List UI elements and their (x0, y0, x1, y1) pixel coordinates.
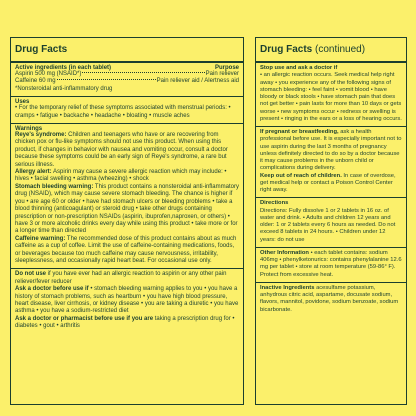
askdoc-text: • stomach bleeding warning applies to you • you have a history of stomach problems, such as heartburn • you have high blood pressure, heart disease, liver cirrhosis, or kidney disease • you are taking a diuretic • you have asthma • you have a sodium-restricted diet (15, 286, 239, 315)
askpharm-text: taking a prescription drug for • diabetes • gout • arthritis (15, 315, 235, 330)
ingredient-purpose: Pain reliever (205, 71, 239, 77)
uses-section (15, 97, 239, 123)
stop-heading: Stop use and ask a doctor if (260, 65, 338, 71)
allergy-text: Aspirin may cause a severe allergic reaction which may include: • hives • facial swelling • asthma (wheezing) • shock (15, 169, 227, 183)
inactive-ingredients-section (260, 283, 402, 317)
drug-facts-panel-left (10, 37, 244, 405)
askpharm-heading: Ask a doctor or pharmacist before use if you are (15, 315, 154, 322)
panel-title: Drug Facts (15, 44, 68, 55)
allergy-heading: Allergy alert: (15, 169, 52, 176)
stomach-text: This product contains a nonsteroidal anti-inflammatory drug (NSAID), which may cause severe stomach bleeding. The chance is higher if you • are age 60 or older • have had stomach ulcers or bleeding problems • take a blood thinning (anticoagulant) or steroid drug • take other drugs containing prescription or non-prescription NSAIDs (aspirin, ibuprofen,naproxen, or others) • have 3 or more alcoholic drinks every day while using this product • take more or for a longer time than directed (15, 183, 239, 235)
caffeine-warning (15, 236, 239, 266)
donot-heading: Do not use (15, 271, 46, 278)
panel-title-main: Drug Facts (260, 44, 313, 55)
reye-text: Children and teenagers who have or are recovering from chicken pox or flu-like symptoms should not use this product. When using this product, if changes in behavior with nausea and vomiting occur, consult a doctor because these symptoms could be an early sign of Reye's syndrome, a rare but serious illness. (15, 132, 228, 168)
panel-title (260, 44, 402, 55)
directions-heading: Directions (260, 200, 289, 207)
ask-pharmacist (15, 316, 239, 331)
active-ingredient-row (15, 71, 239, 78)
pregnancy-section (260, 127, 402, 197)
ingredient-name: Caffeine 60 mg (15, 78, 56, 85)
reye-warning (15, 132, 239, 169)
warnings-heading: Warnings (15, 126, 43, 133)
do-not-use-section (15, 269, 239, 333)
ingredient-purpose: Pain reliever aid / Alertness aid (156, 78, 239, 85)
footnote: *Nonsteroidal anti-inflammatory drug (15, 85, 113, 92)
allergy-alert (15, 169, 239, 184)
stomach-heading: Stomach bleeding warning: (15, 183, 94, 190)
purpose-header-label: Purpose (214, 65, 239, 71)
directions-section (260, 198, 402, 247)
stomach-warning (15, 184, 239, 236)
caffeine-text: The recommended dose of this product contains about as much caffeine as a cup of coffee. Limit the use of caffeine-containing medications, foods, or beverages because too much caffeine may cause nervousness, irritability, sleeplessness, and occasionally rapid heart beat. For occasional use only. (15, 235, 237, 264)
leader-dots (82, 72, 204, 73)
inactive-heading: Inactive Ingredients (260, 284, 315, 291)
preg-heading: If pregnant or breastfeeding, (260, 129, 339, 135)
drug-facts-panel-right (255, 37, 407, 405)
reye-heading: Reye's syndrome: (15, 132, 67, 139)
pregnancy-text (260, 129, 402, 173)
warnings-section (15, 124, 239, 268)
do-not-use (15, 271, 239, 286)
stop-use-section (260, 63, 402, 126)
keep-out-text (260, 173, 402, 195)
panel-title-continued: (continued) (312, 44, 366, 55)
ingredient-name: Aspirin 500 mg (NSAID*) (15, 71, 82, 77)
leader-dots (57, 79, 156, 80)
uses-text: • For the temporary relief of these symptoms associated with menstrual periods: • cramps • fatigue • backache • headache • bloating • muscle aches (15, 105, 231, 119)
inactive-text: acesulfame potassium, anhydrous citric acid, aspartame, docusate sodium, flavors, mannitol, povidone, sodium benzoate, sodium bicarbonate. (260, 284, 399, 313)
askdoc-heading: Ask a doctor before use if (15, 286, 89, 293)
uses-heading: Uses (15, 99, 30, 106)
keep-heading: Keep out of reach of children. (260, 172, 342, 179)
preg-text: ask a health professional before use. It is especially important not to use aspirin during the last 3 months of pregnancy unless definitely directed to do so by a doctor because it may cause problems in the unborn child or complications during delivery. (260, 129, 402, 172)
active-ingredient-row (15, 78, 239, 85)
directions-text: Directions: Fully dissolve 1 or 2 tablets in 16 oz. of water and drink. • Adults and children 12 years and older: 1 or 2 tablets every 6 hours as needed. Do not exceed 8 tablets in 24 hours. • Children under 12 years: do not use (260, 207, 396, 243)
active-ingredients-section (15, 63, 239, 96)
other-heading: Other Information (260, 249, 309, 256)
caffeine-heading: Caffeine warning: (15, 235, 66, 242)
stop-text: • an allergic reaction occurs. Seek medical help right away • you experience any of the following signs of stomach bleeding: • feel faint • vomit blood • have bloody or black stools • have stomach pain that does not get better • pain lasts for more than 10 days or gets worse • new symptoms occur • redness or swelling is present • ringing in the ears or a loss of hearing occurs. (260, 72, 402, 122)
donot-text: if you have ever had an allergic reaction to aspirin or any other pain reliever/fever reducer (15, 271, 227, 285)
ask-doctor (15, 286, 239, 316)
other-info-section (260, 248, 402, 282)
active-header-label: Active ingredients (in each tablet) (15, 65, 112, 71)
other-text: • each tablet contains: sodium 406mg • phenylketonurics: contains phenylalanine 12.6 mg per tablet • store at room temperature (59-86° F). Protect from excessive heat. (260, 249, 402, 278)
keep-text: In case of overdose, get medical help or contact a Poison Control Center right away. (260, 172, 396, 193)
